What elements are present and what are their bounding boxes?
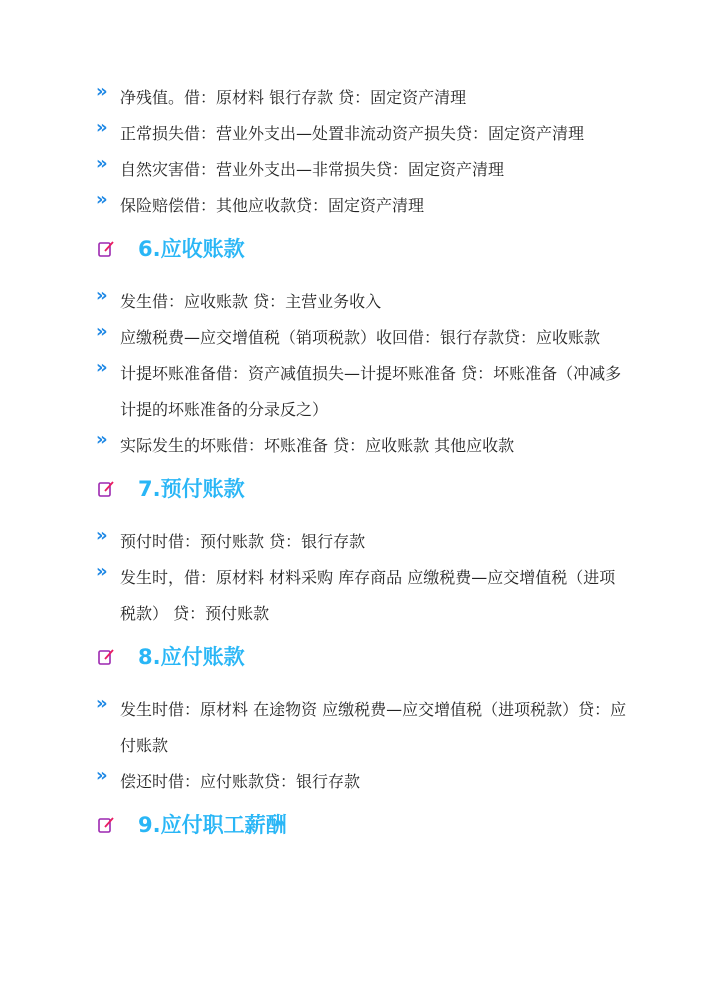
list-item-text: 偿还时借：应付账款贷：银行存款 — [120, 772, 361, 791]
double-chevron-right-icon: » — [96, 117, 108, 138]
section-heading-7 — [0, 464, 710, 524]
list-item-text: 发生时，借：原材料 材料采购 库存商品 应缴税费—应交增值税（进项税款） 贷：预付账款 — [120, 568, 616, 623]
section-heading-8 — [0, 632, 710, 692]
list-item — [0, 188, 710, 224]
double-chevron-right-icon: » — [96, 693, 108, 714]
list-item-text: 计提坏账准备借：资产减值损失—计提坏账准备 贷：坏账准备（冲减多计提的坏账准备的分录反之） — [120, 364, 622, 419]
list-item — [0, 764, 710, 800]
edit-note-icon — [97, 648, 115, 666]
double-chevron-right-icon: » — [96, 153, 108, 174]
double-chevron-right-icon: » — [96, 765, 108, 786]
section-heading-9 — [0, 800, 710, 860]
double-chevron-right-icon: » — [96, 357, 108, 378]
list-item-text: 实际发生的坏账借：坏账准备 贷：应收账款 其他应收款 — [120, 436, 515, 455]
double-chevron-right-icon: » — [96, 321, 108, 342]
double-chevron-right-icon: » — [96, 561, 108, 582]
section-title: 9.应付职工薪酬 — [138, 813, 287, 837]
double-chevron-right-icon: » — [96, 285, 108, 306]
double-chevron-right-icon: » — [96, 189, 108, 210]
document-page — [0, 80, 710, 860]
list-item — [0, 320, 710, 356]
section-title: 6.应收账款 — [138, 237, 245, 261]
list-item — [0, 428, 710, 464]
list-item-text: 保险赔偿借：其他应收款贷：固定资产清理 — [120, 196, 425, 215]
list-item-text: 应缴税费—应交增值税（销项税款）收回借：银行存款贷：应收账款 — [120, 328, 601, 347]
list-item-text: 净残值。借：原材料 银行存款 贷：固定资产清理 — [120, 88, 467, 107]
list-item-text: 自然灾害借：营业外支出—非常损失贷：固定资产清理 — [120, 160, 505, 179]
list-item — [0, 284, 710, 320]
list-item-text: 预付时借：预付账款 贷：银行存款 — [120, 532, 366, 551]
double-chevron-right-icon: » — [96, 525, 108, 546]
section-title: 7.预付账款 — [138, 477, 245, 501]
edit-note-icon — [97, 816, 115, 834]
double-chevron-right-icon: » — [96, 81, 108, 102]
list-item — [0, 116, 710, 152]
edit-note-icon — [97, 480, 115, 498]
list-item — [0, 524, 710, 560]
list-item — [0, 692, 710, 764]
edit-note-icon — [97, 240, 115, 258]
section-title: 8.应付账款 — [138, 645, 245, 669]
list-item-text: 正常损失借：营业外支出—处置非流动资产损失贷：固定资产清理 — [120, 124, 585, 143]
list-item — [0, 152, 710, 188]
list-item-text: 发生时借：原材料 在途物资 应缴税费—应交增值税（进项税款）贷：应付账款 — [120, 700, 627, 755]
list-item — [0, 80, 710, 116]
list-item — [0, 356, 710, 428]
list-item — [0, 560, 710, 632]
double-chevron-right-icon: » — [96, 429, 108, 450]
section-heading-6 — [0, 224, 710, 284]
list-item-text: 发生借：应收账款 贷：主营业务收入 — [120, 292, 382, 311]
